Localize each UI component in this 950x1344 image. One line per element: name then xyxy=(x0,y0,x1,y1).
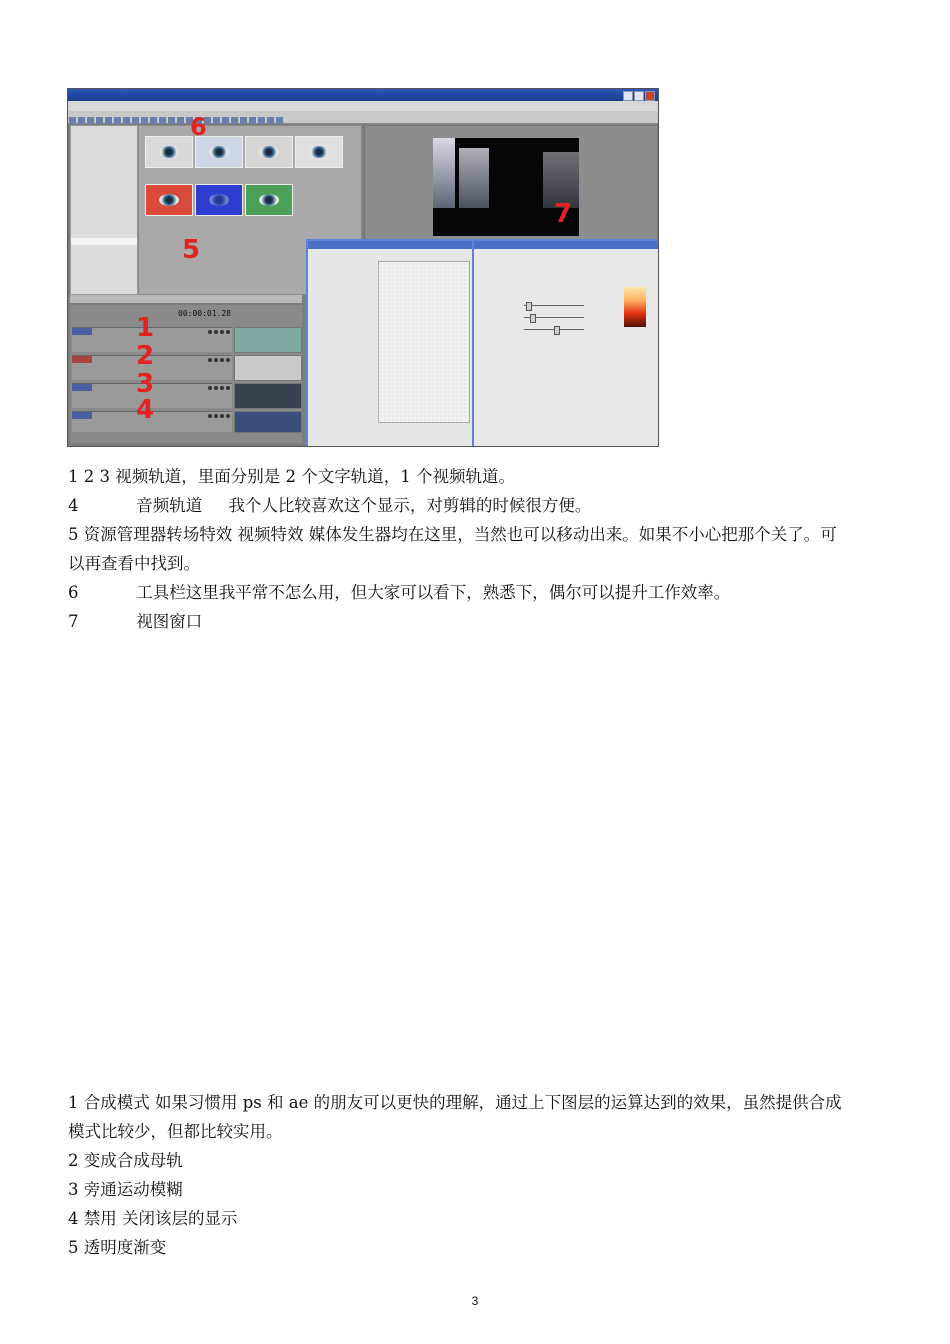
note-line-4: 4 音频轨道 我个人比较喜欢这个显示，对剪辑的时候很方便。 xyxy=(68,496,592,515)
timeline-panel xyxy=(70,305,302,443)
parent-track-note: 2 变成合成母轨 xyxy=(68,1151,183,1170)
opacity-gradient-note: 5 透明度渐变 xyxy=(68,1238,167,1257)
window-buttons xyxy=(623,91,655,101)
note-line-7: 7 视图窗口 xyxy=(68,612,203,631)
marker-3: 3 xyxy=(136,369,155,399)
timecode: 00:00:01.28 xyxy=(178,309,231,318)
marker-2: 2 xyxy=(136,341,155,371)
marker-1: 1 xyxy=(136,313,155,343)
video-preview-panel xyxy=(364,125,658,245)
note-line-5: 5 资源管理器转场特效 视频特效 媒体发生器均在这里，当然也可以移动出来。如果不小心把那个关了。可以再查看中找到。 xyxy=(68,525,837,573)
fx-category-list xyxy=(70,125,138,295)
composite-mode-note: 1 合成模式 如果习惯用 ps 和 ae 的朋友可以更快的理解，通过上下图层的运算达到的效果，虽然提供合成模式比较少，但都比较实用。 xyxy=(68,1093,842,1141)
window-titlebar xyxy=(68,89,658,101)
motion-blur-note: 3 旁通运动模糊 xyxy=(68,1180,183,1199)
editor-screenshot xyxy=(67,88,659,447)
window-docking-tabs xyxy=(70,295,302,303)
note-line-1: 1 2 3 视频轨道，里面分别是 2 个文字轨道，1 个视频轨道。 xyxy=(68,467,515,486)
video-fx-window xyxy=(472,239,659,447)
note-line-6: 6 工具栏这里我平常不怎么用，但大家可以看下，熟悉下，偶尔可以提升工作效率。 xyxy=(68,583,731,602)
clip-2 xyxy=(234,355,302,381)
toolbar xyxy=(68,111,658,124)
disable-layer-note: 4 禁用 关闭该层的显示 xyxy=(68,1209,238,1228)
marker-7: 7 xyxy=(554,199,573,229)
marker-6: 6 xyxy=(190,113,207,141)
menu-bar xyxy=(68,101,658,111)
track-motion-window xyxy=(306,239,474,447)
page-number: 3 xyxy=(471,1294,479,1308)
color-palette xyxy=(624,287,646,327)
clip-3 xyxy=(234,383,302,409)
clip-4-audio xyxy=(234,411,302,433)
marker-5: 5 xyxy=(182,235,201,265)
marker-4: 4 xyxy=(136,395,155,425)
motion-grid xyxy=(378,261,470,423)
clip-1 xyxy=(234,327,302,353)
